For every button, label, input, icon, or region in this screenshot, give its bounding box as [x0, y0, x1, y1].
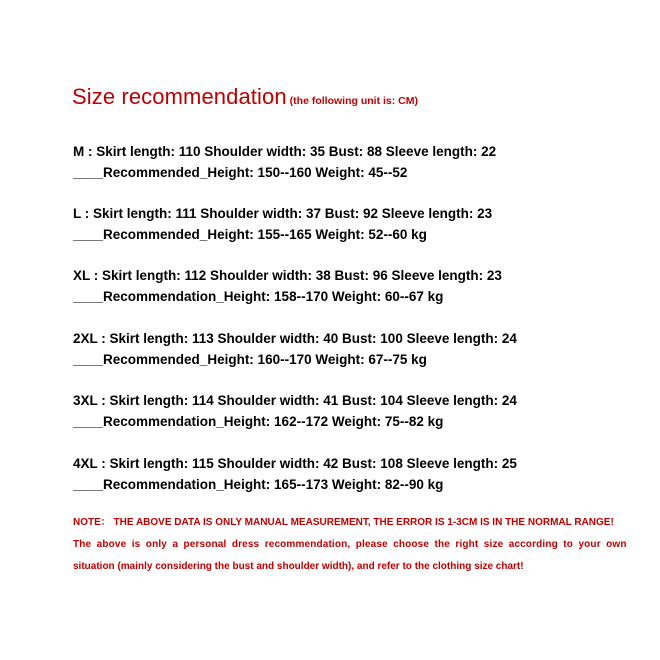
size-block-4xl: [73, 453, 643, 495]
size-block-2xl: [73, 328, 643, 370]
size-block-m: [73, 141, 643, 183]
note-warning-line: NOTE： THE ABOVE DATA IS ONLY MANUAL MEASUREMENT, THE ERROR IS 1-3CM IS IN THE NORMAL RANGE!: [73, 517, 614, 528]
size-recommend-line: ____Recommended_Height: 150--160 Weight: 45--52: [73, 165, 408, 180]
size-block-l: [73, 203, 643, 245]
size-recommend-line: ____Recommended_Height: 160--170 Weight: 67--75 kg: [73, 352, 427, 367]
size-spec-line: L : Skirt length: 111 Shoulder width: 37 Bust: 92 Sleeve length: 23: [73, 206, 493, 221]
title-main-text: Size recommendation: [72, 84, 287, 109]
title-unit-note: (the following unit is: CM): [289, 95, 418, 107]
note-size-chart-line: situation (mainly considering the bust and shoulder width), and refer to the clothing size chart!: [73, 561, 524, 572]
size-recommend-line: ____Recommendation_Height: 165--173 Weight: 82--90 kg: [73, 477, 444, 492]
size-recommend-line: ____Recommendation_Height: 162--172 Weight: 75--82 kg: [73, 414, 444, 429]
size-block-xl: [73, 265, 643, 307]
size-recommendation-title: [72, 84, 418, 110]
size-recommend-line: ____Recommendation_Height: 158--170 Weight: 60--67 kg: [73, 289, 444, 304]
size-spec-line: XL : Skirt length: 112 Shoulder width: 38 Bust: 96 Sleeve length: 23: [73, 268, 502, 283]
size-spec-line: 3XL : Skirt length: 114 Shoulder width: 41 Bust: 104 Sleeve length: 24: [73, 393, 517, 408]
note-recommendation-line: The above is only a personal dress recommendation, please choose the right size according to your own: [73, 539, 627, 550]
size-block-3xl: [73, 390, 643, 432]
size-spec-line: 4XL : Skirt length: 115 Shoulder width: 42 Bust: 108 Sleeve length: 25: [73, 456, 517, 471]
size-spec-line: M : Skirt length: 110 Shoulder width: 35 Bust: 88 Sleeve length: 22: [73, 144, 497, 159]
size-recommend-line: ____Recommended_Height: 155--165 Weight: 52--60 kg: [73, 227, 427, 242]
size-spec-line: 2XL : Skirt length: 113 Shoulder width: 40 Bust: 100 Sleeve length: 24: [73, 331, 517, 346]
